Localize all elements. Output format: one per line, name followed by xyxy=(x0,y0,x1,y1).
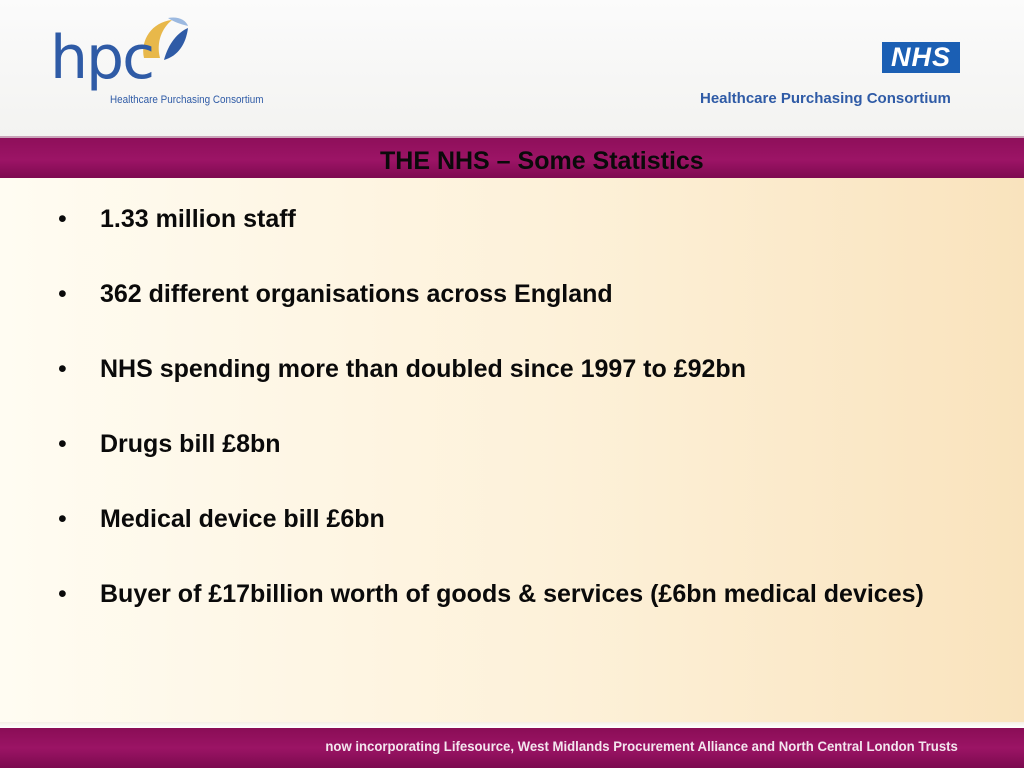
bullet-text: Drugs bill £8bn xyxy=(100,430,281,458)
bullet-dot-icon: • xyxy=(58,430,67,458)
nhs-org-name: Healthcare Purchasing Consortium xyxy=(700,90,951,107)
bullet-item xyxy=(56,279,956,310)
bullet-text: 1.33 million staff xyxy=(100,205,296,233)
hpc-tagline: Healthcare Purchasing Consortium xyxy=(110,94,264,106)
bullet-item xyxy=(56,504,956,535)
bullet-dot-icon: • xyxy=(58,580,67,608)
bullet-dot-icon: • xyxy=(58,280,67,308)
bullet-dot-icon: • xyxy=(58,355,67,383)
bullet-text: Medical device bill £6bn xyxy=(100,505,385,533)
swoosh-light-shape xyxy=(168,17,188,26)
bullet-text: 362 different organisations across England xyxy=(100,280,613,308)
hpc-wordmark: hpc xyxy=(50,23,154,93)
bullet-item xyxy=(56,204,956,235)
slide-title: THE NHS – Some Statistics xyxy=(380,147,704,175)
bullet-item xyxy=(56,354,956,385)
bullet-list xyxy=(56,204,956,654)
hpc-logo xyxy=(50,14,310,114)
footer-band xyxy=(0,728,1024,768)
nhs-logo-badge: NHS xyxy=(882,42,960,73)
bullet-item xyxy=(56,579,956,610)
bullet-text: NHS spending more than doubled since 1997 to £92bn xyxy=(100,355,746,383)
bullet-text: Buyer of £17billion worth of goods & services (£6bn medical devices) xyxy=(100,580,924,608)
footer-text: now incorporating Lifesource, West Midlands Procurement Alliance and North Central London Trusts xyxy=(325,738,958,754)
bullet-dot-icon: • xyxy=(58,205,67,233)
swoosh-blue-shape xyxy=(164,28,188,60)
header xyxy=(0,0,1024,136)
bullet-item xyxy=(56,429,956,460)
bullet-dot-icon: • xyxy=(58,505,67,533)
